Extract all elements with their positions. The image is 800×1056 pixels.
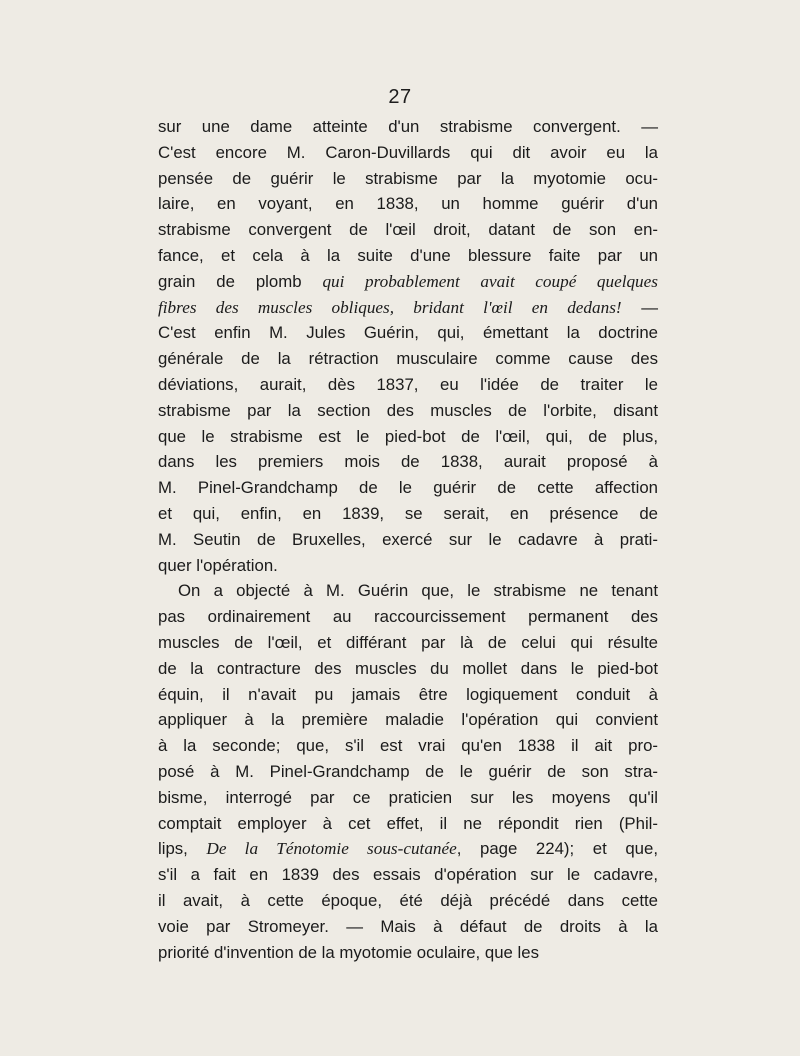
text-segment: posé à M. Pinel-Grandchamp de le guérir de son stra- — [158, 761, 658, 781]
text-segment: déviations, aurait, dès 1837, eu l'idée de traiter le — [158, 374, 658, 394]
text-segment: s'il a fait en 1839 des essais d'opération sur le cadavre, — [158, 865, 658, 885]
text-segment: grain de plomb — [158, 271, 323, 291]
text-segment: M. Seutin de Bruxelles, exercé sur le cadavre à prati- — [158, 529, 658, 549]
text-segment: strabisme convergent de l'œil droit, datant de son en- — [158, 220, 658, 240]
text-segment: comptait employer à cet effet, il ne répondit rien (Phil- — [158, 813, 658, 833]
text-line — [158, 320, 658, 346]
text-line — [158, 217, 658, 243]
italic-text-segment: fibres des muscles obliques, bridant l'œil en dedans! — [158, 297, 622, 317]
text-line — [158, 501, 658, 527]
text-segment: équin, il n'avait pu jamais être logiquement conduit à — [158, 684, 658, 704]
text-segment: voie par Stromeyer. — Mais à défaut de droits à la — [158, 916, 658, 936]
text-line — [158, 398, 658, 424]
text-segment: bisme, interrogé par ce praticien sur les moyens qu'il — [158, 787, 658, 807]
text-segment: pas ordinairement au raccourcissement permanent des — [158, 607, 658, 627]
text-line — [158, 191, 658, 217]
text-line — [158, 553, 658, 579]
text-segment: quer l'opération. — [158, 555, 278, 575]
text-line — [158, 578, 658, 604]
text-line — [158, 604, 658, 630]
italic-text-segment: qui probablement avait coupé quelques — [322, 271, 658, 291]
text-segment: dans les premiers mois de 1838, aurait proposé à — [158, 452, 658, 472]
text-segment: C'est encore M. Caron-Duvillards qui dit avoir eu la — [158, 142, 658, 162]
text-segment: il avait, à cette époque, été déjà précédé dans cette — [158, 890, 658, 910]
text-segment: et qui, enfin, en 1839, se serait, en présence de — [158, 503, 658, 523]
text-segment: muscles de l'œil, et différant par là de celui qui résulte — [158, 632, 658, 652]
italic-text-segment: De la Ténotomie sous-cutanée — [206, 839, 457, 859]
body-text — [158, 114, 658, 965]
text-line — [158, 940, 658, 966]
text-line — [158, 140, 658, 166]
text-segment: appliquer à la première maladie l'opération qui convient — [158, 710, 658, 730]
text-line — [158, 372, 658, 398]
text-line — [158, 707, 658, 733]
text-line — [158, 862, 658, 888]
text-line — [158, 114, 658, 140]
text-segment: de la contracture des muscles du mollet dans le pied-bot — [158, 658, 658, 678]
text-line — [158, 785, 658, 811]
text-line — [158, 243, 658, 269]
page-number: 27 — [388, 86, 412, 108]
text-segment: générale de la rétraction musculaire comme cause des — [158, 349, 658, 369]
text-segment: , page 224); et que, — [456, 839, 658, 859]
text-line — [158, 295, 658, 321]
text-segment: que le strabisme est le pied-bot de l'œil, qui, de plus, — [158, 426, 658, 446]
text-line — [158, 682, 658, 708]
text-line — [158, 346, 658, 372]
text-segment: priorité d'invention de la myotomie oculaire, que les — [158, 942, 539, 962]
text-line — [158, 656, 658, 682]
text-line — [158, 811, 658, 837]
text-line — [158, 527, 658, 553]
text-segment: On a objecté à M. Guérin que, le strabisme ne tenant — [178, 581, 658, 601]
text-line — [158, 630, 658, 656]
text-segment: pensée de guérir le strabisme par la myotomie ocu- — [158, 168, 658, 188]
text-line — [158, 836, 658, 862]
text-line — [158, 914, 658, 940]
text-line — [158, 269, 658, 295]
text-line — [158, 424, 658, 450]
text-line — [158, 475, 658, 501]
text-segment: fance, et cela à la suite d'une blessure faite par un — [158, 245, 658, 265]
text-segment: à la seconde; que, s'il est vrai qu'en 1838 il ait pro- — [158, 736, 658, 756]
text-line — [158, 888, 658, 914]
text-segment: lips, — [158, 839, 207, 859]
text-line — [158, 166, 658, 192]
text-line — [158, 759, 658, 785]
text-segment: laire, en voyant, en 1838, un homme guérir d'un — [158, 194, 658, 214]
text-segment: sur une dame atteinte d'un strabisme convergent. — — [158, 117, 658, 136]
text-line — [158, 449, 658, 475]
text-segment: M. Pinel-Grandchamp de le guérir de cette affection — [158, 478, 658, 498]
text-segment: strabisme par la section des muscles de l'orbite, disant — [158, 400, 658, 420]
text-line — [158, 733, 658, 759]
text-segment: C'est enfin M. Jules Guérin, qui, émettant la doctrine — [158, 323, 658, 343]
text-segment: — — [621, 297, 658, 317]
